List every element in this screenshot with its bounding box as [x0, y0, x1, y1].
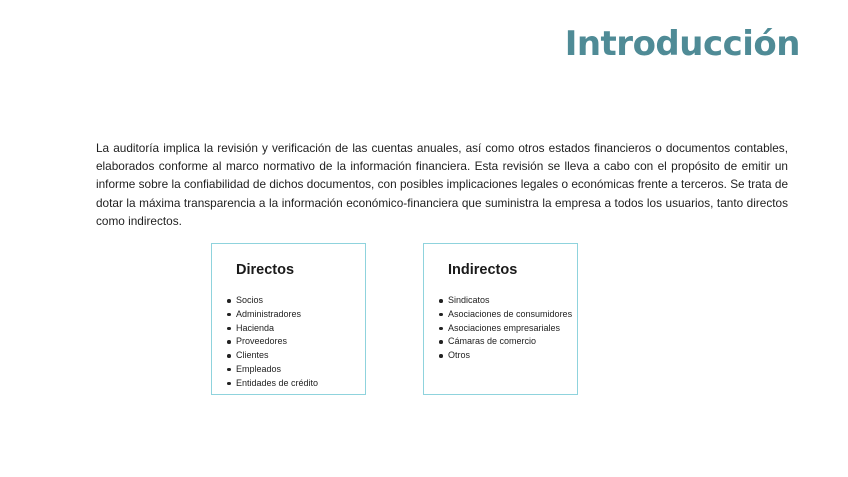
directos-list	[236, 294, 318, 391]
bullet-icon	[227, 354, 231, 358]
list-item-label: Proveedores	[236, 336, 288, 347]
list-item-label: Entidades de crédito	[236, 377, 319, 388]
directos-title: Directos	[236, 262, 295, 278]
bullet-icon	[227, 327, 231, 331]
bullet-icon	[439, 354, 443, 358]
list-item	[236, 349, 318, 363]
bullet-icon	[439, 340, 443, 344]
list-item	[236, 335, 318, 349]
list-item-label: Clientes	[236, 350, 269, 361]
bullet-icon	[227, 382, 231, 386]
list-item	[236, 294, 318, 308]
list-item-label: Hacienda	[236, 322, 275, 333]
list-item-label: Asociaciones empresariales	[448, 322, 561, 333]
list-item	[236, 363, 318, 377]
list-item	[236, 308, 318, 322]
list-item-label: Sindicatos	[448, 295, 490, 305]
bullet-icon	[227, 368, 231, 372]
list-item	[448, 335, 572, 349]
list-item-label: Socios	[236, 295, 264, 305]
bullet-icon	[439, 299, 443, 303]
list-item	[448, 308, 572, 322]
list-item	[448, 322, 572, 336]
slide-title: Introducción	[564, 24, 800, 64]
list-item-label: Asociaciones de consumidores	[448, 308, 573, 319]
list-item	[448, 349, 572, 363]
list-item-label: Cámaras de comercio	[448, 336, 537, 347]
list-item-label: Empleados	[236, 363, 282, 374]
bullet-icon	[439, 313, 443, 317]
indirectos-box	[423, 243, 578, 395]
list-item	[448, 294, 572, 308]
bullet-icon	[227, 340, 231, 344]
list-item-label: Administradores	[236, 308, 302, 319]
list-item-label: Otros	[448, 350, 471, 361]
indirectos-list	[448, 294, 572, 363]
bullet-icon	[227, 313, 231, 317]
intro-paragraph: La auditoría implica la revisión y verificación de las cuentas anuales, así como otros estados financieros o documentos contables, elaborados conforme al marco normativo de la información financiera. Esta revisión se lleva a cabo con el propósito de emitir un informe sobre la confiabilidad de dichos documentos, con posibles implicaciones legales o económicas frente a terceros. Se trata de dotar la máxima transparencia a la información económico-financiera que suministra la empresa a todos los usuarios, tanto directos como indirectos.	[96, 141, 788, 228]
indirectos-title: Indirectos	[448, 262, 518, 278]
bullet-icon	[439, 327, 443, 331]
bullet-icon	[227, 299, 231, 303]
list-item	[236, 322, 318, 336]
list-item	[236, 377, 318, 391]
directos-box	[211, 243, 366, 395]
